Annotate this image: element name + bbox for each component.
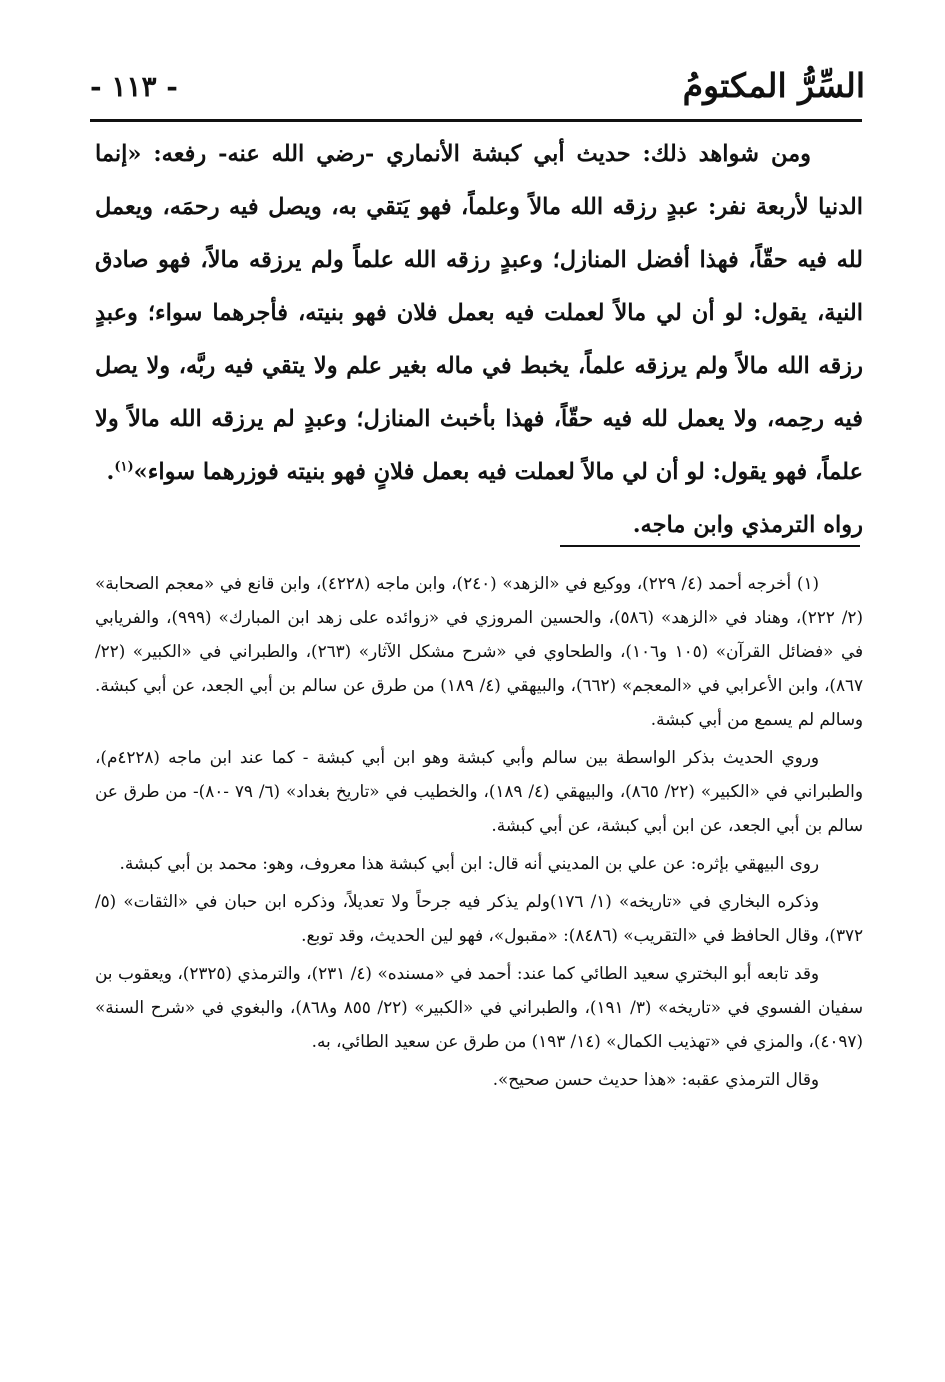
footnote-paragraph: [95, 956, 863, 1058]
running-title: السِّرُّ المكتومُ: [682, 66, 865, 105]
footnote-paragraph: [95, 846, 863, 880]
hadith-paragraph: [95, 128, 863, 499]
footnote-paragraph: [95, 740, 863, 842]
hadith-end: .: [106, 459, 115, 485]
footnote-text: (١) أخرجه أحمد (٤/ ٢٢٩)، ووكيع في «الزهد» (٢٤٠)، وابن ماجه (٤٢٢٨)، وابن قانع في «معجم الصحابة» (٢/ ٢٢٢)، وهناد في «الزهد» (٥٨٦)، والحسين المروزي في «زوائده على زهد ابن المبارك» (٩٩٩)، والفريابي في «فضائل القرآن» (١٠٥ و١٠٦)، والطحاوي في «شرح مشكل الآثار» (٢٦٣)، والطبراني في «الكبير» (٢٢/ ٨٦٧)، وابن الأعرابي في «المعجم» (٦٦٢)، والبيهقي (٤/ ١٨٩) من طرق عن سالم بن أبي الجعد، عن أبي كبشة. وسالم لم يسمع من أبي كبشة.: [95, 573, 864, 729]
footnote-separator: [560, 545, 860, 547]
footnote-text: وذكره البخاري في «تاريخه» (١/ ١٧٦)ولم يذكر فيه جرحاً ولا تعديلاً، وذكره ابن حبان في «الثقات» (٥/ ٣٧٢)، وقال الحافظ في «التقريب» (٨٤٨٦): «مقبول»، فهو لين الحديث، وقد توبع.: [95, 891, 863, 945]
footnote-text: وروي الحديث بذكر الواسطة بين سالم وأبي كبشة وهو ابن أبي كبشة - كما عند ابن ماجه (٤٢٢٨م)، والطبراني في «الكبير» (٢٢/ ٨٦٥)، والبيهقي (٤/ ١٨٩)، والخطيب في «تاريخ بغداد» (٦/ ٧٩ -٨٠)- من طرق عن سالم بن أبي الجعد، عن ابن أبي كبشة، عن أبي كبشة.: [95, 747, 863, 835]
footnotes: [95, 566, 863, 1100]
page-header: [90, 58, 865, 118]
main-text: [95, 128, 863, 552]
footnote-paragraph: [95, 566, 863, 736]
hadith-text: ومن شواهد ذلك: حديث أبي كبشة الأنماري -رضي الله عنه- رفعه: «إنما الدنيا لأربعة نفر: عبدٍ رزقه الله مالاً وعلماً، فهو يَتقي به، ويصل فيه رحمَه، ويعمل لله فيه حقّاً، فهذا أفضل المنازل؛ وعبدٍ رزقه الله علماً ولم يرزقه مالاً، فهو صادق النية، يقول: لو أن لي مالاً لعملت فيه بعمل فلان فهو بنيته، فأجرهما سواء؛ وعبدٍ رزقه الله مالاً ولم يرزقه علماً، يخبط في ماله بغير علم ولا يتقي فيه ربَّه، ولا يصل فيه رحِمه، ولا يعمل لله فيه حقّاً، فهذا بأخبث المنازل؛ وعبدٍ لم يرزقه الله مالاً ولا علماً، فهو يقول: لو أن لي مالاً لعملت فيه بعمل فلانٍ فهو بنيته فوزرهما سواء»: [95, 141, 863, 485]
footnote-text: روى البيهقي بإثره: عن علي بن المديني أنه قال: ابن أبي كبشة هذا معروف، وهو: محمد بن أبي كبشة.: [119, 853, 819, 873]
footnote-text: وقد تابعه أبو البختري سعيد الطائي كما عند: أحمد في «مسنده» (٤/ ٢٣١)، والترمذي (٢٣٢٥)، ويعقوب بن سفيان الفسوي في «تاريخه» (٣/ ١٩١)، والطبراني في «الكبير» (٢٢/ ٨٥٥ و٨٦٨)، والبغوي في «شرح السنة» (٤٠٩٧)، والمزي في «تهذيب الكمال» (١٤/ ١٩٣) من طرق عن سعيد الطائي، به.: [95, 963, 863, 1051]
footnote-text: وقال الترمذي عقبه: «هذا حديث حسن صحيح».: [492, 1069, 819, 1089]
page-number: - ١١٣ -: [90, 70, 178, 103]
narration-text: رواه الترمذي وابن ماجه.: [632, 512, 863, 538]
header-rule: [90, 119, 862, 122]
footnote-reference: (١): [114, 459, 134, 475]
footnote-paragraph: [95, 1062, 863, 1096]
footnote-paragraph: [95, 884, 863, 952]
